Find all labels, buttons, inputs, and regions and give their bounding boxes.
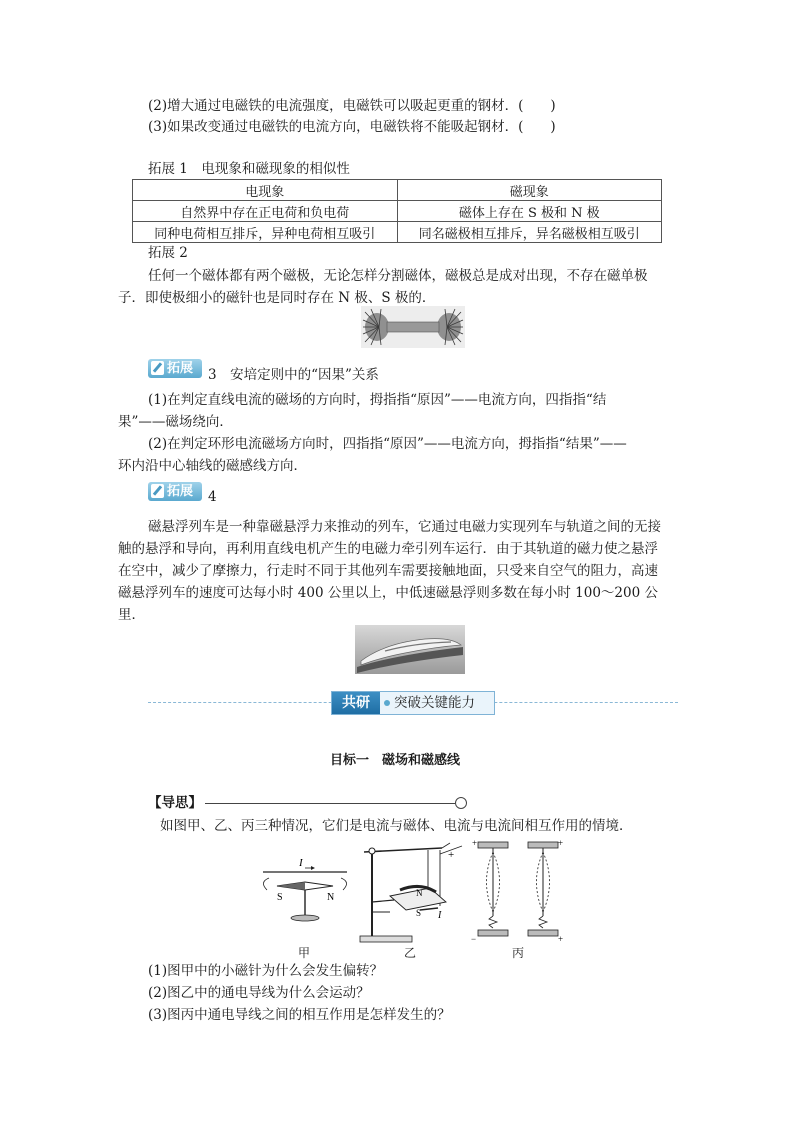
table-header-cell: 磁现象 [397, 180, 662, 201]
extension-badge: 拓展 [148, 482, 202, 501]
ext3-p2a: (2)在判定环形电流磁场方向时，四指指“原因”——电流方向，拇指指“结果”—— [148, 436, 627, 452]
pencil-icon [151, 361, 164, 375]
daosi-circle [455, 797, 467, 809]
figure-bing-parallel-wires [470, 836, 570, 944]
ext3-p1b: 果”——磁场绕向． [118, 414, 233, 430]
ext4-line: 里． [118, 607, 145, 623]
ext3-title: 3 安培定则中的“因果”关系 [208, 367, 379, 383]
plus-sign: + [558, 838, 564, 848]
pencil-icon [151, 484, 164, 498]
table-header-cell: 电现象 [133, 180, 398, 201]
ext4-line: 磁悬浮列车的速度可达每小时 400 公里以上，中低速磁悬浮则多数在每小时 100～200 公 [118, 585, 658, 601]
ext1-title: 拓展 1 电现象和磁现象的相似性 [148, 161, 350, 177]
daosi-rule [205, 803, 455, 804]
figure-label-bing: 丙 [512, 946, 525, 960]
figure-label-yi: 乙 [404, 946, 417, 960]
table-row [133, 222, 662, 243]
ext3-p1a: (1)在判定直线电流的磁场的方向时，拇指指“原因”——电流方向，四指指“结 [148, 392, 607, 408]
ext2-line2: 子．即使极细小的磁针也是同时存在 N 极、S 极的． [118, 290, 436, 306]
comparison-table [132, 179, 662, 243]
banner-tag: 共研 [332, 692, 380, 714]
ext4-number: 4 [208, 489, 217, 505]
table-row [133, 201, 662, 222]
south-label: S [277, 892, 283, 903]
daosi-intro: 如图甲、乙、丙三种情况，它们是电流与磁体、电流与电流间相互作用的情境． [160, 818, 633, 834]
ext2-title: 拓展 2 [148, 245, 188, 261]
extension-badge: 拓展 [148, 359, 202, 378]
north-label: N [327, 892, 335, 903]
table-cell: 自然界中存在正电荷和负电荷 [133, 201, 398, 222]
ext4-line: 触的悬浮和导向，再利用直线电机产生的电磁力牵引列车运行．由于其轨道的磁力使之悬浮 [118, 541, 658, 557]
magnet-filings-image [361, 306, 465, 348]
figure-jia-compass [255, 838, 355, 933]
table-header-row [133, 180, 662, 201]
daosi-question: (3)图丙中通电导线之间的相互作用是怎样发生的？ [148, 1007, 451, 1023]
table-cell: 同种电荷相互排斥，异种电荷相互吸引 [133, 222, 398, 243]
figure-yi-magnet-stand [350, 838, 465, 948]
banner-label: 突破关键能力 [394, 695, 475, 711]
daosi-question: (1)图甲中的小磁针为什么会发生偏转？ [148, 963, 384, 979]
minus-sign: − [471, 934, 477, 944]
table-cell: 磁体上存在 S 极和 N 极 [397, 201, 662, 222]
south-pole-label: S [416, 908, 422, 918]
plus-sign: + [448, 849, 455, 861]
figure-label-jia: 甲 [298, 946, 311, 960]
plus-sign: + [558, 934, 564, 944]
daosi-question: (2)图乙中的通电导线为什么会运动？ [148, 985, 370, 1001]
current-label: I [299, 857, 303, 869]
banner-dot [384, 700, 390, 706]
ext4-line: 磁悬浮列车是一种靠磁悬浮力来推动的列车，它通过电磁力实现列车与轨道之间的无接 [148, 519, 661, 535]
north-pole-label: N [416, 888, 423, 898]
current-label: I [438, 910, 442, 921]
question-3: (3)如果改变通过电磁铁的电流方向，电磁铁将不能吸起钢材．( ) [148, 119, 556, 135]
ext2-line1: 任何一个磁体都有两个磁极，无论怎样分割磁体，磁极总是成对出现，不存在磁单极 [148, 268, 648, 284]
maglev-train-image [355, 625, 465, 674]
goal-title: 目标一 磁场和磁感线 [330, 753, 461, 768]
table-cell: 同名磁极相互排斥，异名磁极相互吸引 [397, 222, 662, 243]
question-2: (2)增大通过电磁铁的电流强度，电磁铁可以吸起更重的钢材．( ) [148, 98, 556, 114]
plus-sign: + [472, 838, 478, 848]
ext4-line: 在空中，减少了摩擦力，行走时不同于其他列车需要接触地面，只受来自空气的阻力，高速 [118, 563, 658, 579]
daosi-tag: 【导思】 [148, 795, 202, 811]
ext3-p2b: 环内沿中心轴线的磁感线方向． [118, 458, 307, 474]
section-banner [331, 691, 495, 715]
